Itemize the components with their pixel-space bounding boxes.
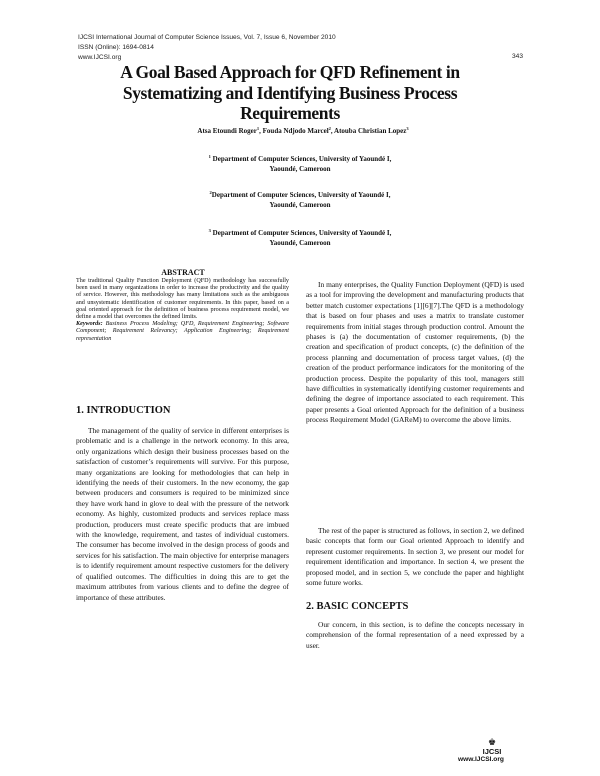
author-name: Fouda Ndjodo Marcel <box>262 127 329 135</box>
affiliation <box>150 152 450 174</box>
right-column-text <box>306 280 524 426</box>
abstract-body: The traditional Quality Function Deployment (QFD) methodology has successfully been used in many organizations in order to increase the productivity and the quality of service. However, this methodology has many limitations such as the ambiguous and unsystematic identification of customer requirements. In this paper, based on a goal oriented approach for the definition of business process requirement model, we define a model that overcomes the defined limits. <box>76 278 289 321</box>
affiliation <box>150 188 450 210</box>
paragraph: The management of the quality of service in different enterprises is problematic and is a challenge in the network economy. In this area, only organizations which design their business processes based on the satisfaction of customer’s requirements will survive. For this purpose, many organizations are looking for methodologies that can help in identifying the needs of their customers. In the new economy, the gap between producers and consumers is required to be minimized since they have work hand in glove to deal with the pressure of the network economy. As highly, customized products and services replace mass production, producers must create specific products that are imbued with the knowledge, requirement, and tastes of individual customers. The consumer has become involved in the design process of goods and services for his satisfaction. The main objective for enterprise managers is to identify requirement amount respective customers for the delivery of qualified outcomes. The difficulties in doing this are to get the maximum attributes from various clients and to define the degree of importance of these attributes. <box>76 426 289 602</box>
footer-url: www.IJCSI.org <box>458 756 504 763</box>
ijcsi-logo <box>472 738 512 756</box>
keywords-text: Business Process Modeling; QFD, Requirement Engineering; Software Component; Requirement Relevancy; Application Engineering; Requirement representation <box>76 321 289 342</box>
affiliation <box>150 226 450 248</box>
affiliation-line: Yaoundé, Cameroon <box>269 239 331 247</box>
paragraph: Our concern, in this section, is to define the concepts necessary in comprehension of the formal representation of a need expressed by a user. <box>306 620 524 650</box>
basic-concepts-heading: 2. BASIC CONCEPTS <box>306 601 409 612</box>
author-sup: 3 <box>406 126 409 131</box>
affiliation-line: Yaoundé, Cameroon <box>269 201 331 209</box>
author-name: Atouba Christian Lopez <box>334 127 407 135</box>
affiliation-sup: 1 <box>208 154 211 159</box>
affiliation-line: Department of Computer Sciences, University of Yaoundé I, <box>211 191 391 199</box>
paper-title: A Goal Based Approach for QFD Refinement in Systematizing and Identifying Business Process Requirements <box>120 62 460 123</box>
basic-concepts-body <box>306 620 524 651</box>
affiliation-line: Department of Computer Sciences, University of Yaoundé I, <box>210 155 392 163</box>
journal-header: IJCSI International Journal of Computer Science Issues, Vol. 7, Issue 6, November 2010 <box>78 34 336 41</box>
author-sup: 1 <box>256 126 260 131</box>
affiliation-line: Yaoundé, Cameroon <box>269 165 331 173</box>
keywords-label: Keywords: <box>76 321 103 328</box>
crown-icon: ♚ <box>487 737 497 747</box>
affiliation-sup: 3 <box>208 228 211 233</box>
author-name: Atsa Etoundi Roger <box>197 127 257 135</box>
site-line: www.IJCSI.org <box>78 54 122 61</box>
page-number: 343 <box>512 53 524 60</box>
logo-text: IJCSI <box>482 747 502 756</box>
abstract-text <box>76 278 289 343</box>
paragraph: In many enterprises, the Quality Function Deployment (QFD) is used as a tool for improving the development and manufacturing products that better match customer expectations [1][6][7].The QFD is a methodology that is based on four phases and uses a matrix to translate customer requirements from initial stages through production control. Amount the phases is (a) the documentation of customer requirements, (b) the creation and specification of product concepts, (c) the definition of the process planning and documentation of process target values, (d) the creation of the product performance indicators for the monitoring of the production process. Despite the popularity of this tool, managers still have difficulties in systematically identifying customer requirements and defining the degree of importance associated to each requirement. This paper presents a Goal oriented Approach for the definition of a business process Requirement Model (GAReM) to overcome the above limits. <box>306 280 524 425</box>
author-sup: 2 <box>328 126 331 131</box>
right-column-text <box>306 526 524 588</box>
author-list: Atsa Etoundi Roger$^1$, Fouda Ndjodo Marcel$^2$, Atouba Christian Lopez$^3$ <box>197 126 409 135</box>
paragraph: The rest of the paper is structured as follows, in section 2, we defined basic concepts that form our Goal oriented Approach to identify and represent customer requirements. In section 3, we present our model for requirement identification and importance. In section 4, we present the proposed model, and in section 5, we conclude the paper and highlight some future works. <box>306 526 524 588</box>
affiliation-sup: 2 <box>209 190 212 195</box>
affiliation-line: Department of Computer Sciences, University of Yaoundé I, <box>210 229 392 237</box>
introduction-heading: 1. INTRODUCTION <box>76 405 171 416</box>
introduction-body <box>76 426 289 603</box>
abstract-heading: ABSTRACT <box>161 268 205 277</box>
issn-line: ISSN (Online): 1694-0814 <box>78 44 154 51</box>
